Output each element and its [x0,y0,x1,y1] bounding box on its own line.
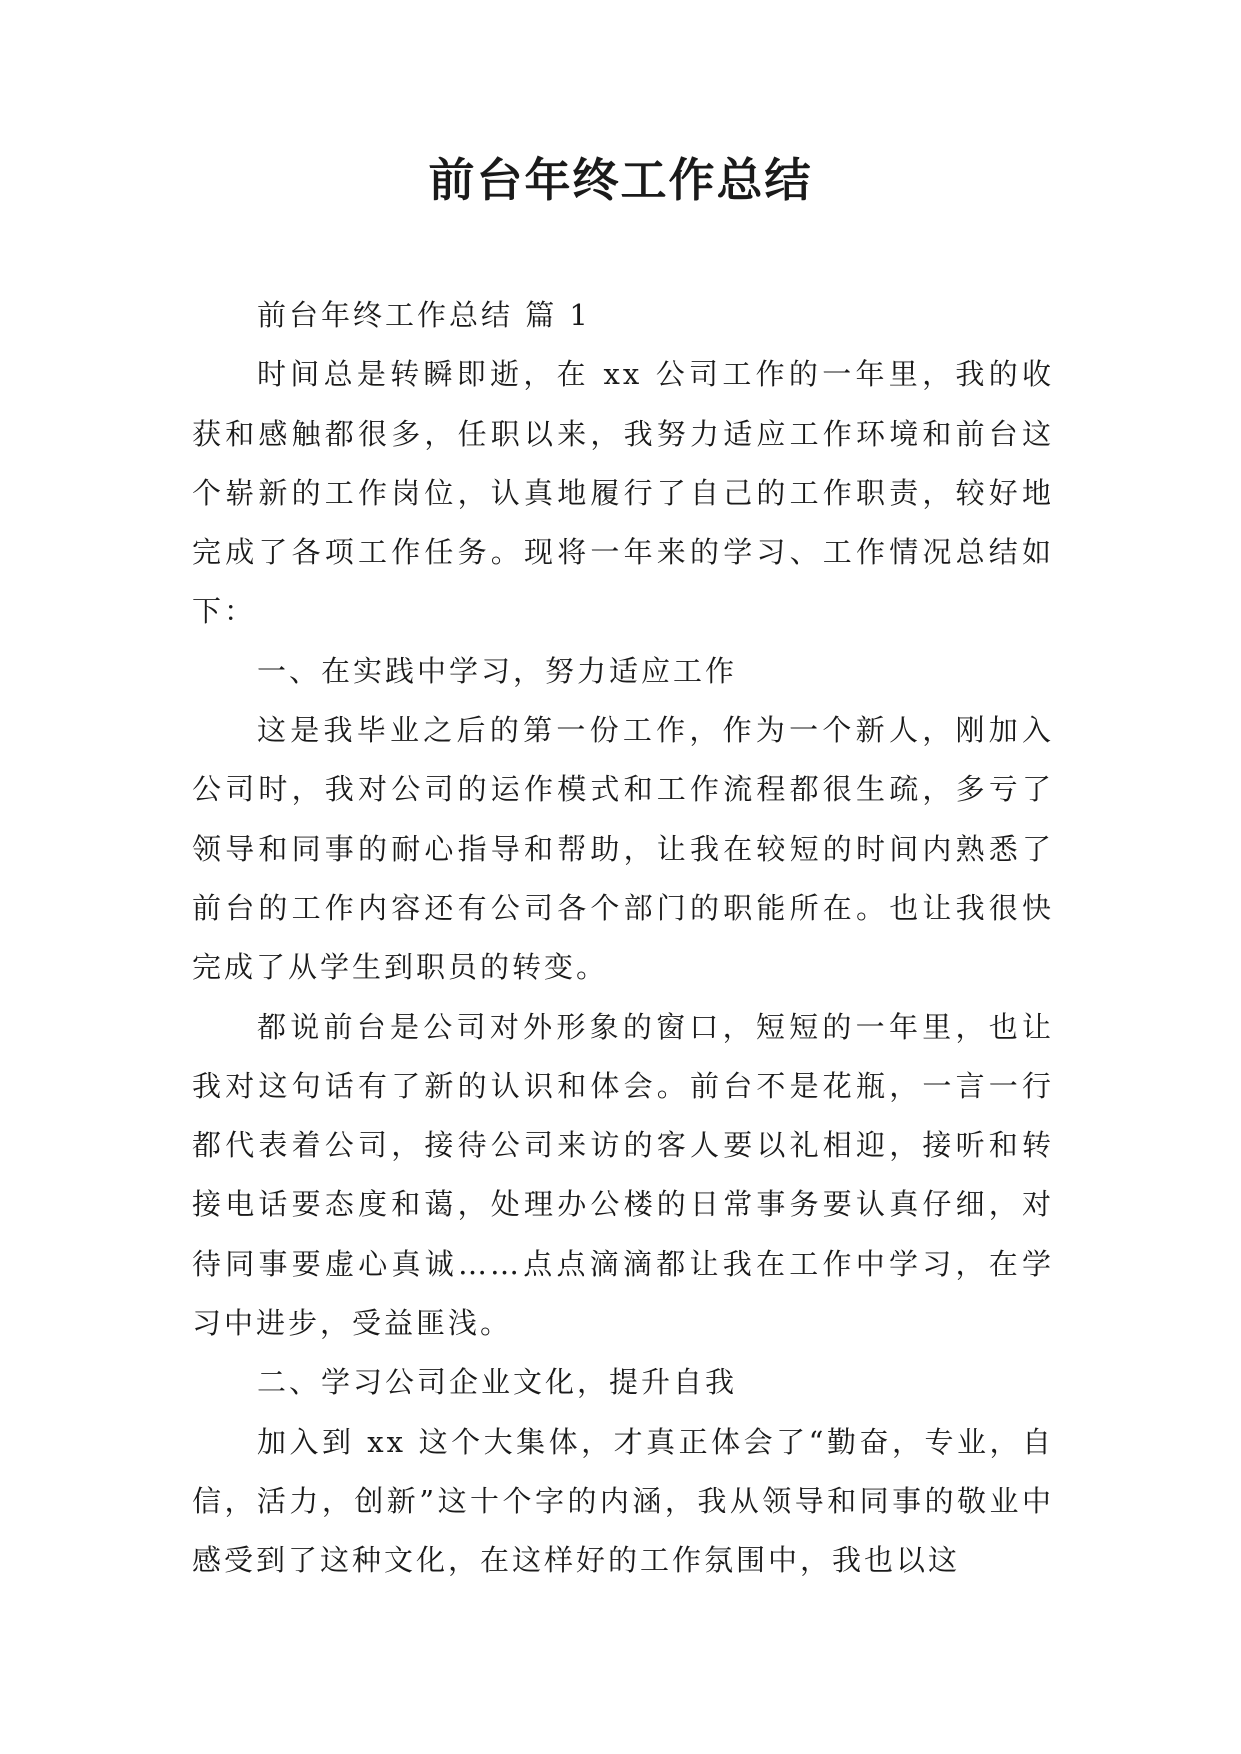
section-heading: 一、在实践中学习，努力适应工作 [257,653,738,688]
paragraph: 加入到 xx 这个大集体，才真正体会了“勤奋，专业，自信，活力，创新”这十个字的内涵，我从领导和同事的敬业中感受到了这种文化，在这样好的工作氛围中，我也以这 [192,1424,1054,1578]
paragraph: 都说前台是公司对外形象的窗口，短短的一年里，也让我对这句话有了新的认识和体会。前台不是花瓶，一言一行都代表着公司，接待公司来访的客人要以礼相迎，接听和转接电话要态度和蔼，处理办公楼的日常事务要认真仔细，对待同事要虚心真诚……点点滴滴都让我在工作中学习，在学习中进步，受益匪浅。 [192,1009,1054,1341]
section-heading: 前台年终工作总结 篇 1 [257,298,591,332]
document-title: 前台年终工作总结 [428,153,813,207]
paragraph: 时间总是转瞬即逝，在 xx 公司工作的一年里，我的收获和感触都很多，任职以来，我努力适应工作环境和前台这个崭新的工作岗位，认真地履行了自己的工作职责，较好地完成了各项工作任务。现将一年来的学习、工作情况总结如下： [192,357,1054,629]
section-heading: 二、学习公司企业文化，提升自我 [257,1365,738,1400]
paragraph: 这是我毕业之后的第一份工作，作为一个新人，刚加入公司时，我对公司的运作模式和工作流程都很生疏，多亏了领导和同事的耐心指导和帮助，让我在较短的时间内熟悉了前台的工作内容还有公司各个部门的职能所在。也让我很快完成了从学生到职员的转变。 [192,713,1054,985]
document-body [192,286,1054,1591]
